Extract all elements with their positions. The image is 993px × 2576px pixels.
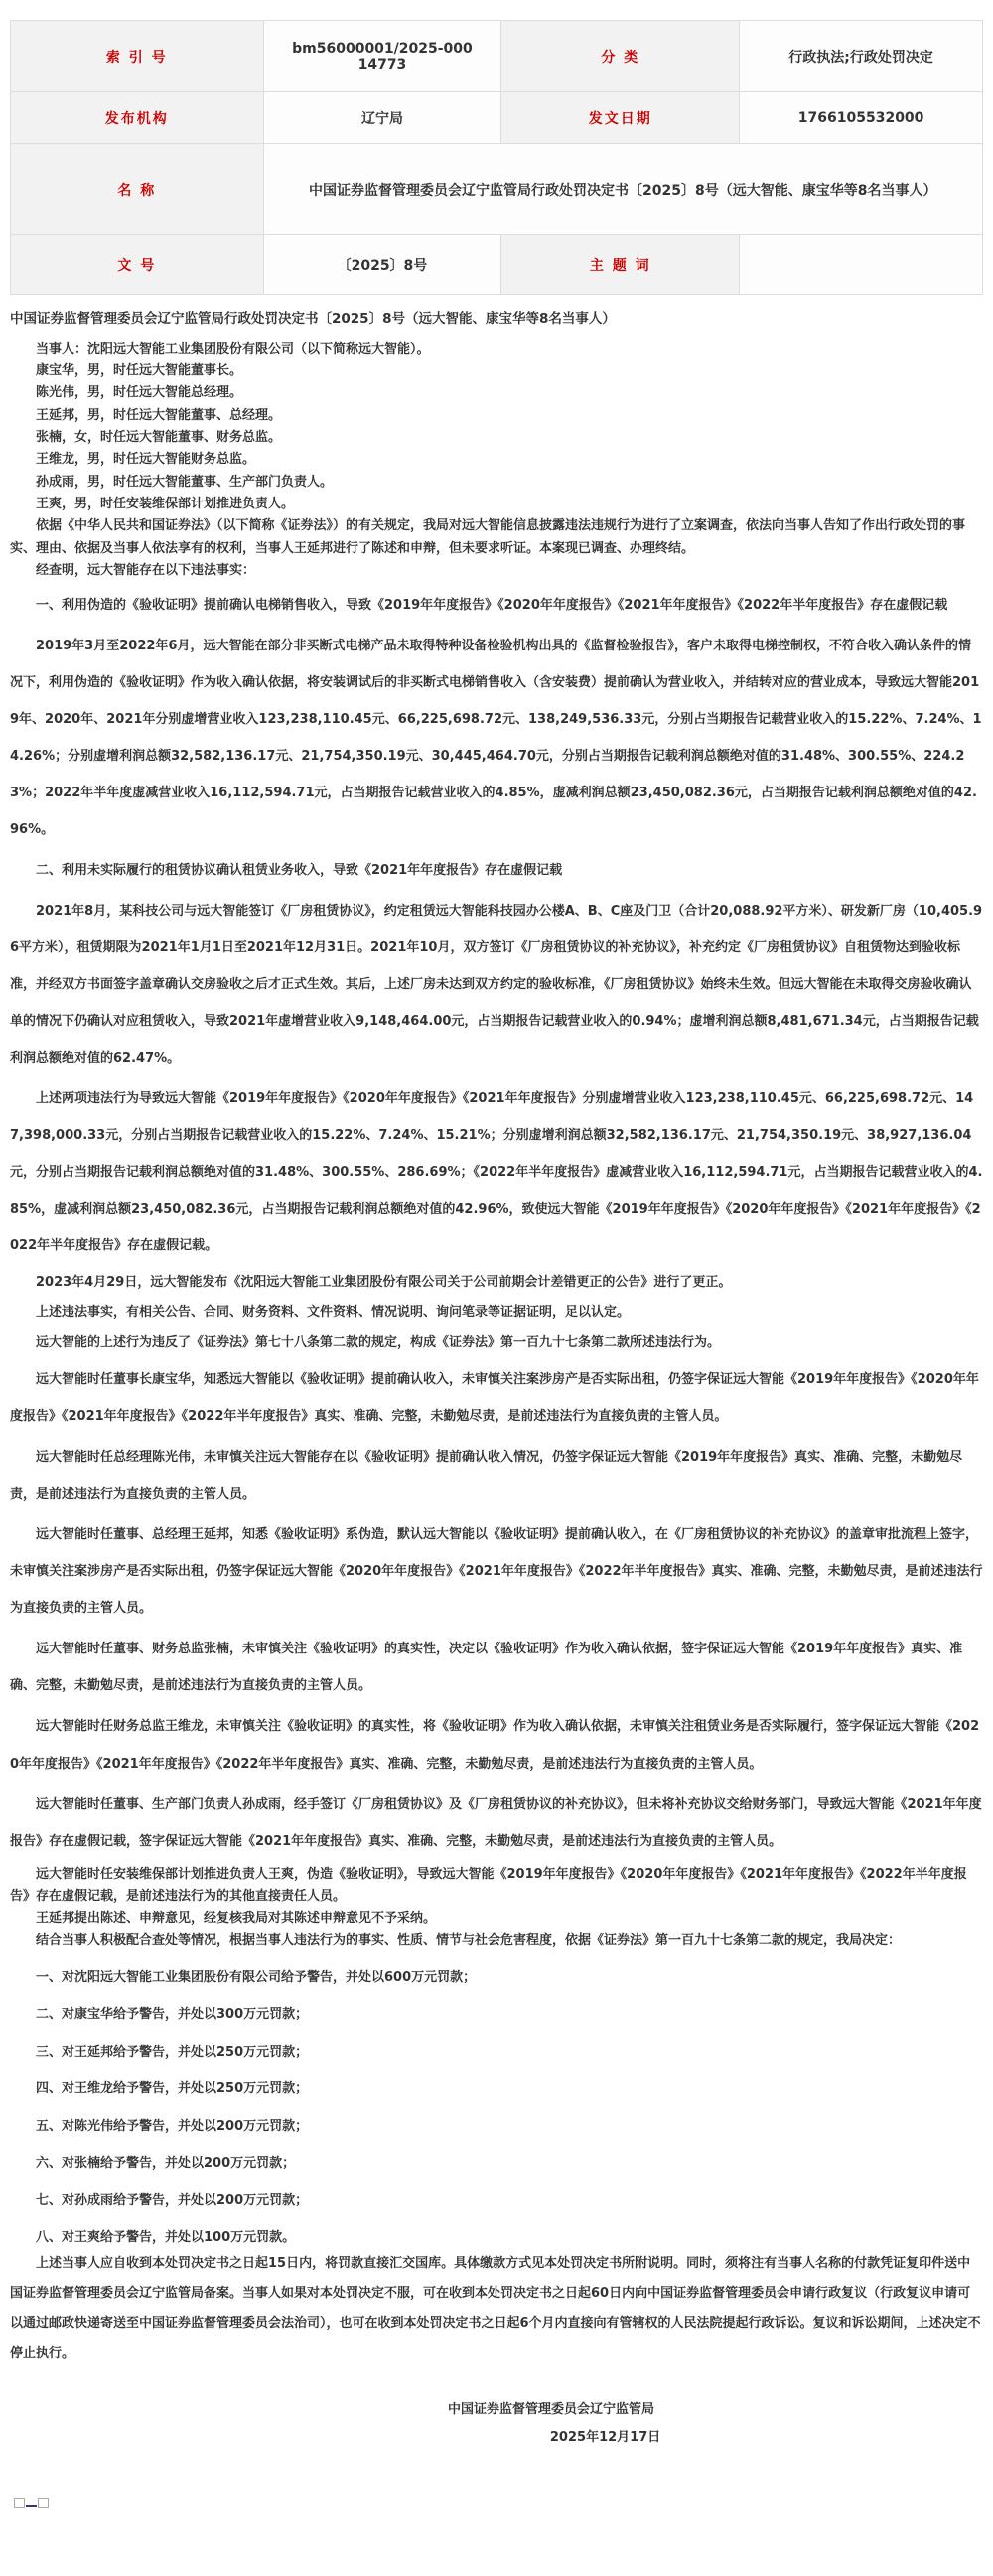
index-value: bm56000001/2025-00014773 [263,21,501,92]
paragraph: 远大智能时任董事、总经理王延邦，知悉《验收证明》系伪造，默认远大智能以《验收证明》提前确认收入，在《厂房租赁协议的补充协议》的盖章审批流程上签字，未审慎关注案涉房产是否实际出租，仍签字保证远大智能《2020年年度报告》《2021年年度报告》《2022年半年度报告》真实、准确、完整，未勤勉尽责，是前述违法行为直接负责的主管人员。 [10,1527,983,1617]
meta-row-index-category [11,21,983,92]
paragraph: 一、利用伪造的《验收证明》提前确认电梯销售收入，导致《2019年年度报告》《2020年年度报告》《2021年年度报告》《2022年半年度报告》存在虚假记载 [36,597,948,613]
paragraph: 孙成雨，男，时任远大智能董事、生产部门负责人。 [36,474,334,490]
paragraph: 王延邦提出陈述、申辩意见，经复核我局对其陈述申辩意见不予采纳。 [36,1911,437,1927]
paragraph: 二、对康宝华给予警告，并处以300万元罚款； [36,2007,309,2023]
subject-value [740,235,983,295]
meta-row-docno-subject [11,235,983,295]
paragraph: 远大智能时任总经理陈光伟，未审慎关注远大智能存在以《验收证明》提前确认收入情况，仍签字保证远大智能《2019年年度报告》真实、准确、完整，未勤勉尽责，是前述违法行为直接负责的主管人员。 [10,1450,963,1503]
signature-block [10,2396,983,2453]
agency-label: 发布机构 [11,92,264,144]
paragraph: 2019年3月至2022年6月，远大智能在部分非买断式电梯产品未取得特种设备检验机构出具的《监督检验报告》，客户未取得电梯控制权，不符合收入确认条件的情况下，利用伪造的《验收证明》作为收入确认依据，将安装调试后的非买断式电梯销售收入（含安装费）提前确认为营业收入，并结转对应的营业成本，导致远大智能2019年、2020年、2021年分别虚增营业收入123,238,110.45元、66,225,698.72元、138,249,536.33元，分别占当期报告记载营业收入的15.22%、7.24%、14.26%；分别虚增利润总额32,582,136.17元、21,754,350.19元、30,445,464.70元，分别占当期报告记载利润总额绝对值的31.48%、300.55%、224.23%；2022年半年度虚减营业收入16,112,594.71元，占当期报告记载营业收入的4.85%，虚减利润总额23,450,082.36元，占当期报告记载利润总额绝对值的42.96%。 [10,638,982,837]
signature-org: 中国证券监督管理委员会辽宁监管局 [448,2401,655,2417]
signature-date: 2025年12月17日 [549,2430,661,2446]
paragraph: 一、对沈阳远大智能工业集团股份有限公司给予警告，并处以600万元罚款； [36,1970,477,1986]
paragraph: 远大智能时任董事、生产部门负责人孙成雨，经手签订《厂房租赁协议》及《厂房租赁协议的补充协议》，但未将补充协议交给财务部门，导致远大智能《2021年年度报告》存在虚假记载，签字保证远大智能《2021年年度报告》真实、准确、完整，未勤勉尽责，是前述违法行为直接负责的主管人员。 [10,1796,982,1849]
name-value: 中国证券监督管理委员会辽宁监管局行政处罚决定书〔2025〕8号（远大智能、康宝华等8名当事人） [263,144,982,235]
paragraph: 上述当事人应自收到本处罚决定书之日起15日内，将罚款直接汇交国库。具体缴款方式见本处罚决定书所附说明。同时，须将注有当事人名称的付款凭证复印件送中国证券监督管理委员会辽宁监管局备案。当事人如果对本处罚决定不服，可在收到本处罚决定书之日起60日内向中国证券监督管理委员会申请行政复议（行政复议申请可以通过邮政快递寄送至中国证券监督管理委员会法治司），也可在收到本处罚决定书之日起6个月内直接向有管辖权的人民法院提起行政诉讼。复议和诉讼期间，上述决定不停止执行。 [10,2255,981,2361]
paragraph: 三、对王延邦给予警告，并处以250万元罚款； [36,2044,309,2060]
body-paragraphs [10,339,983,2368]
paragraph: 当事人：沈阳远大智能工业集团股份有限公司（以下简称远大智能）。 [36,341,430,357]
index-label: 索 引 号 [11,21,264,92]
paragraph: 远大智能时任安装维保部计划推进负责人王爽，伪造《验收证明》，导致远大智能《2019年年度报告》《2020年年度报告》《2021年年度报告》《2022年半年度报告》存在虚假记载，是前述违法行为的其他直接责任人员。 [10,1866,967,1905]
broken-image-icon [38,2498,49,2508]
paragraph: 2023年4月29日，远大智能发布《沈阳远大智能工业集团股份有限公司关于公司前期会计差错更正的公告》进行了更正。 [36,1275,732,1291]
paragraph: 远大智能时任董事长康宝华，知悉远大智能以《验收证明》提前确认收入，未审慎关注案涉房产是否实际出租，仍签字保证远大智能《2019年年度报告》《2020年年度报告》《2021年年度报告》《2022年半年度报告》真实、准确、完整，未勤勉尽责，是前述违法行为直接负责的主管人员。 [10,1372,979,1425]
paragraph: 远大智能时任董事、财务总监张楠，未审慎关注《验收证明》的真实性，决定以《验收证明》作为收入确认依据，签字保证远大智能《2019年年度报告》真实、准确、完整，未勤勉尽责，是前述违法行为直接负责的主管人员。 [10,1642,963,1694]
paragraph: 依据《中华人民共和国证券法》（以下简称《证券法》）的有关规定，我局对远大智能信息披露违法违规行为进行了立案调查，依法向当事人告知了作出行政处罚的事实、理由、依据及当事人依法享有的权利，当事人王延邦进行了陈述和申辩，但未要求听证。本案现已调查、办理终结。 [10,518,966,556]
docno-label: 文 号 [11,235,264,295]
link-underscore-icon [26,2505,37,2507]
attachment-link[interactable] [14,2498,49,2508]
paragraph: 六、对张楠给予警告，并处以200万元罚款； [36,2155,296,2171]
paragraph: 远大智能时任财务总监王维龙，未审慎关注《验收证明》的真实性，将《验收证明》作为收入确认依据，未审慎关注租赁业务是否实际履行，签字保证远大智能《2020年年度报告》《2021年年度报告》《2022年半年度报告》真实、准确、完整，未勤勉尽责，是前述违法行为直接负责的主管人员。 [10,1719,980,1772]
paragraph: 七、对孙成雨给予警告，并处以200万元罚款； [36,2193,309,2209]
subject-label: 主 题 词 [501,235,740,295]
paragraph: 二、利用未实际履行的租赁协议确认租赁业务收入，导致《2021年年度报告》存在虚假记载 [36,862,563,878]
name-label: 名 称 [11,144,264,235]
paragraph: 五、对陈光伟给予警告，并处以200万元罚款； [36,2118,309,2134]
document-title: 中国证券监督管理委员会辽宁监管局行政处罚决定书〔2025〕8号（远大智能、康宝华等8名当事人） [10,311,616,327]
category-label: 分 类 [501,21,740,92]
paragraph: 王维龙，男，时任远大智能财务总监。 [36,452,256,468]
paragraph: 经查明，远大智能存在以下违法事实： [36,563,256,579]
paragraph: 上述违法事实，有相关公告、合同、财务资料、文件资料、情况说明、询问笔录等证据证明，足以认定。 [36,1305,631,1321]
paragraph: 远大智能的上述行为违反了《证券法》第七十八条第二款的规定，构成《证券法》第一百九十七条第二款所述违法行为。 [36,1335,721,1351]
meta-row-name [11,144,983,235]
paragraph: 上述两项违法行为导致远大智能《2019年年度报告》《2020年年度报告》《2021年年度报告》分别虚增营业收入123,238,110.45元、66,225,698.72元、147,398,000.33元，分别占当期报告记载营业收入的15.22%、7.24%、15.21%；分别虚增利润总额32,582,136.17元、21,754,350.19元、38,927,136.04元，分别占当期报告记载利润总额绝对值的31.48%、300.55%、286.69%；《2022年半年度报告》虚减营业收入16,112,594.71元，占当期报告记载营业收入的4.85%，虚减利润总额23,450,082.36元，占当期报告记载利润总额绝对值的42.96%，致使远大智能《2019年年度报告》《2020年年度报告》《2021年年度报告》《2022年半年度报告》存在虚假记载。 [10,1091,983,1254]
paragraph: 八、对王爽给予警告，并处以100万元罚款。 [36,2229,296,2245]
paragraph: 陈光伟，男，时任远大智能总经理。 [36,385,243,401]
docno-value: 〔2025〕8号 [263,235,501,295]
paragraph: 张楠，女，时任远大智能董事、财务总监。 [36,430,282,446]
paragraph: 2021年8月，某科技公司与远大智能签订《厂房租赁协议》，约定租赁远大智能科技园办公楼A、B、C座及门卫（合计20,088.92平方米）、研发新厂房（10,405.96平方米），租赁期限为2021年1月1日至2021年12月31日。2021年10月，双方签订《厂房租赁协议的补充协议》，补充约定《厂房租赁协议》自租赁物达到验收标准，并经双方书面签字盖章确认交房验收之后才正式生效。其后，上述厂房未达到双方约定的验收标准，《厂房租赁协议》始终未生效。但远大智能在未取得交房验收确认单的情况下仍确认对应租赁收入，导致2021年虚增营业收入9,148,464.00元，占当期报告记载营业收入的0.94%；虚增利润总额8,481,671.34元，占当期报告记载利润总额绝对值的62.47%。 [10,903,983,1067]
issue-date-value: 1766105532000 [740,92,983,144]
paragraph: 结合当事人积极配合查处等情况，根据当事人违法行为的事实、性质、情节与社会危害程度，依据《证券法》第一百九十七条第二款的规定，我局决定： [36,1932,902,1948]
meta-table [10,20,983,295]
paragraph: 王延邦，男，时任远大智能董事、总经理。 [36,407,282,423]
paragraph: 四、对王维龙给予警告，并处以250万元罚款； [36,2081,309,2097]
issue-date-label: 发文日期 [501,92,740,144]
broken-image-icon [14,2498,25,2508]
paragraph: 康宝华，男，时任远大智能董事长。 [36,362,243,378]
agency-value: 辽宁局 [263,92,501,144]
meta-row-agency-date [11,92,983,144]
paragraph: 王爽，男，时任安装维保部计划推进负责人。 [36,497,295,512]
category-value: 行政执法;行政处罚决定 [740,21,983,92]
